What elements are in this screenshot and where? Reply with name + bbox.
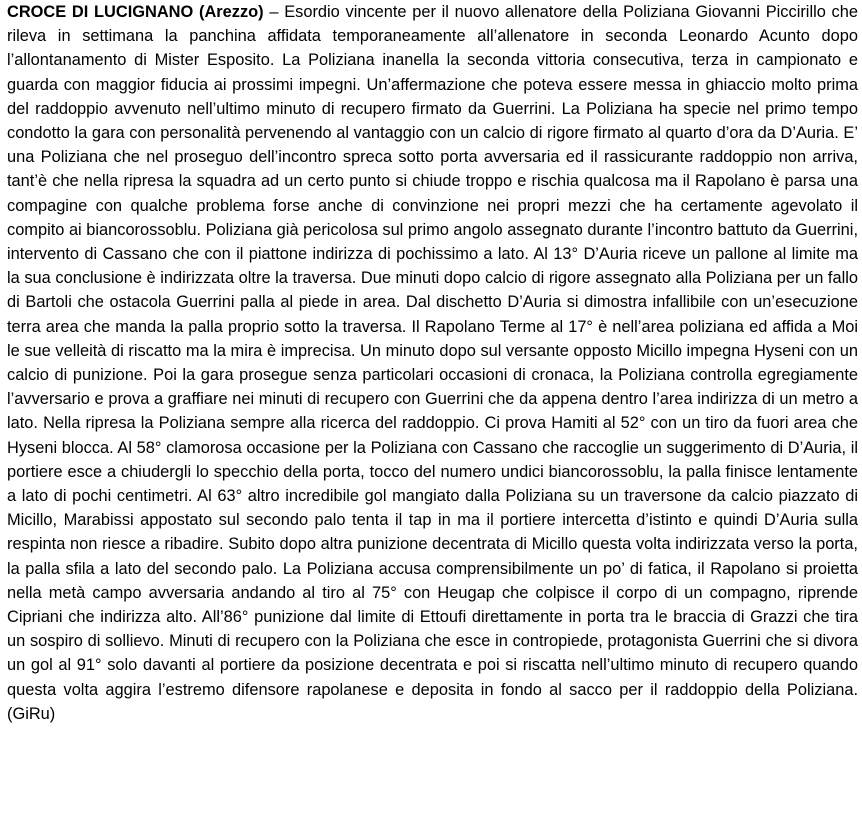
dateline: CROCE DI LUCIGNANO (Arezzo) — [7, 3, 264, 21]
dateline-separator: – — [263, 3, 285, 21]
article-body: Esordio vincente per il nuovo allenatore della Poliziana Giovanni Piccirillo che rileva in settimana la panchina affidata temporaneamente all’allenatore in seconda Leonardo Acunto dopo l’allontanamento di Mister Esposito. La Poliziana inanella la seconda vittoria consecutiva, terza in campionato e guarda con maggior fiducia ai prossimi impegni. Un’affermazione che poteva essere messa in ghiaccio molto prima del raddoppio avvenuto nell’ultimo minuto di recupero firmato da Guerrini. La Poliziana ha specie nel primo tempo condotto la gara con personalità pervenendo al vantaggio con un calcio di rigore firmato al quarto d’ora da D’Auria. E’ una Poliziana che nel proseguo dell’incontro spreca sotto porta avversaria ed il rassicurante raddoppio non arriva, tant’è che nella ripresa la squadra ad un certo punto si chiude troppo e rischia qualcosa ma il Rapolano è parsa una compagine con qualche problema forse anche di convinzione nei propri mezzi che ha certamente agevolato il compito ai biancorossoblu. Poliziana già pericolosa sul primo angolo assegnato durante l’incontro battuto da Guerrini, intervento di Cassano che con il piattone indirizza di pochissimo a lato. Al 13° D’Auria riceve un pallone al limite ma la sua conclusione è indirizzata oltre la traversa. Due minuti dopo calcio di rigore assegnato alla Poliziana per un fallo di Bartoli che ostacola Guerrini palla al piede in area. Dal dischetto D’Auria si dimostra infallibile con un’esecuzione terra area che manda la palla proprio sotto la traversa. Il Rapolano Terme al 17° è nell’area poliziana ed affida a Moi le sue velleità di riscatto ma la mira è imprecisa. Un minuto dopo sul versante opposto Micillo impegna Hyseni con un calcio di punizione. Poi la gara prosegue senza particolari occasioni di cronaca, la Poliziana controlla egregiamente l’avversario e prova a graffiare nei minuti di recupero con Guerrini che da appena dentro l’area indirizza di un metro a lato. Nella ripresa la Poliziana sempre alla ricerca del raddoppio. Ci prova Hamiti al 52° con un tiro da fuori area che Hyseni blocca. Al 58° clamorosa occasione per la Poliziana con Cassano che raccoglie un suggerimento di D’Auria, il portiere esce a chiudergli lo specchio della porta, tocco del numero undici biancorossoblu, la palla finisce lentamente a lato di pochi centimetri. Al 63° altro incredibile gol mangiato dalla Poliziana su un traversone da calcio piazzato di Micillo, Marabissi appostato sul secondo palo tenta il tap in ma il portiere intercetta d’istinto e quindi D’Auria sulla respinta non riesce a ribadire. Subito dopo altra punizione decentrata di Micillo questa volta indirizzata verso la porta, la palla sfila a lato del secondo palo. La Poliziana accusa comprensibilmente un po’ di fatica, il Rapolano si proietta nella metà campo avversaria andando al tiro al 75° con Heugap che colpisce il corpo di un compagno, riprende Cipriani che indirizza alto. All’86° punizione dal limite di Ettoufi direttamente in porta tra le braccia di Grazzi che tira un sospiro di sollievo. Minuti di recupero con la Poliziana che esce in contropiede, protagonista Guerrini che si divora un gol al 91° solo davanti al portiere da posizione decentrata e poi si riscatta nell’ultimo minuto di recupero quando questa volta aggira l’estremo difensore rapolanese e deposita in fondo al sacco per il raddoppio della Poliziana. (GiRu) — [7, 3, 858, 723]
